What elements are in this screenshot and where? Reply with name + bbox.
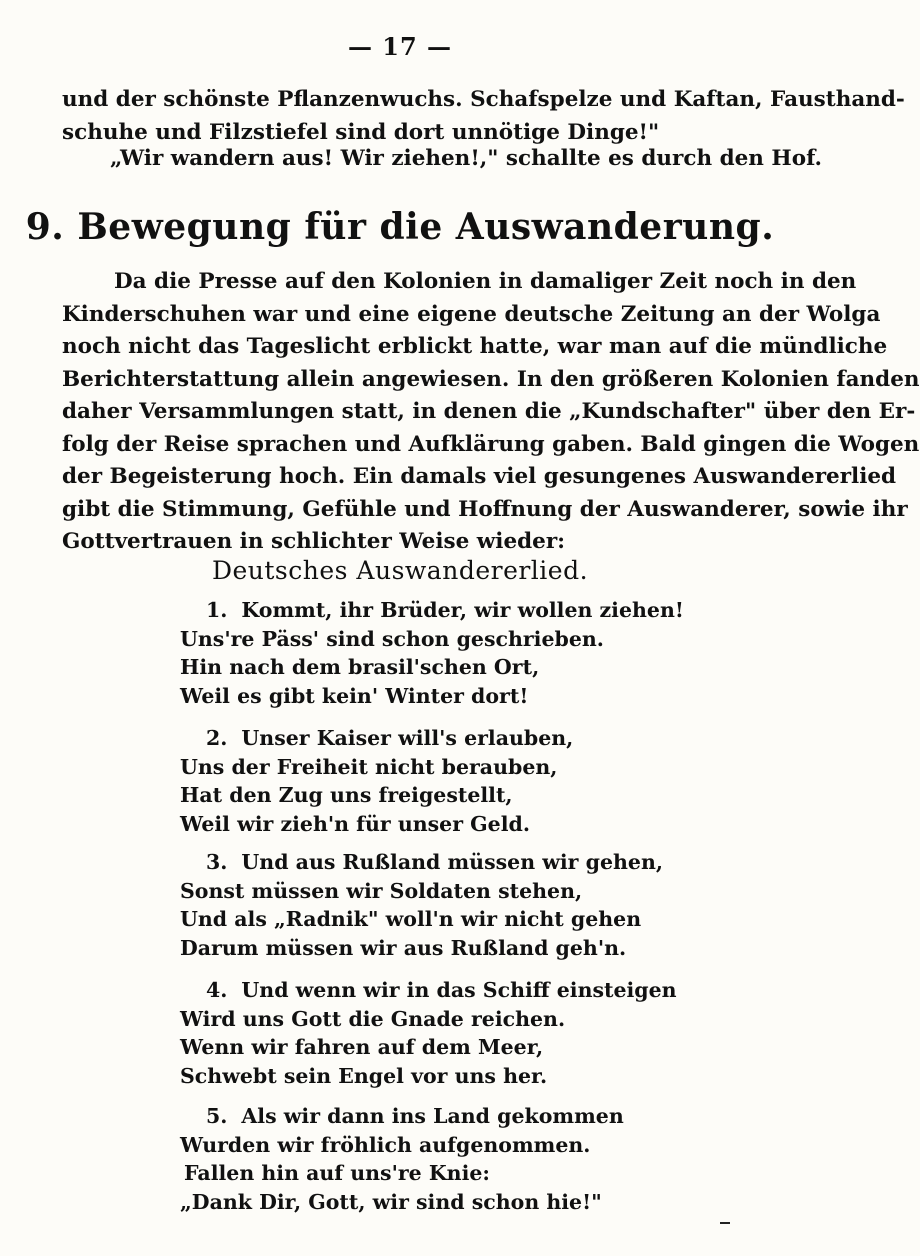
verse-line: Und als „Radnik" woll'n wir nicht gehen [180,907,642,931]
verse-line: Darum müssen wir aus Rußland geh'n. [180,935,627,960]
poem-stanza-5 [180,1102,660,1216]
intro-line-1: und der schönste Pflanzenwuchs. Schafspelze und Kaftan, Fausthand- [62,87,905,112]
intro-quote: „Wir wandern aus! Wir ziehen!," schallte es durch den Hof. [110,146,823,171]
poem-stanza-4 [180,976,677,1090]
verse-line: Uns der Freiheit nicht berauben, [180,754,558,779]
paragraph-line: Da die Presse auf den Kolonien in damaliger Zeit noch in den [114,269,857,294]
verse-line: Wird uns Gott die Gnade reichen. [180,1006,566,1031]
verse-line: Weil es gibt kein' Winter dort! [180,683,529,708]
verse-line: Als wir dann ins Land gekommen [241,1104,624,1128]
stanza-first-line [206,596,684,625]
stanza-number: 2. [206,726,228,750]
page-end-mark [720,1222,730,1224]
verse-line: Uns're Päss' sind schon geschrieben. [180,626,604,651]
stanza-number: 3. [206,850,228,874]
paragraph-line: folg der Reise sprachen und Aufklärung gaben. Bald gingen die Wogen [62,431,920,457]
verse-line: Und aus Rußland müssen wir gehen, [241,850,663,874]
section-paragraph [62,266,920,559]
verse-line: Hat den Zug uns freigestellt, [180,783,513,807]
verse-line: Unser Kaiser will's erlauben, [241,726,574,750]
paragraph-line: noch nicht das Tageslicht erblickt hatte, war man auf die mündliche [62,334,888,359]
paragraph-line: daher Versammlungen statt, in denen die „Kundschafter" über den Er- [62,399,916,424]
stanza-first-line [206,848,663,877]
poem-stanza-1 [180,596,684,710]
intro-text [62,84,905,149]
stanza-number: 1. [206,598,228,622]
paragraph-line: Kinderschuhen war und eine eigene deutsche Zeitung an der Wolga [62,301,881,327]
section-heading: 9. Bewegung für die Auswanderung. [25,206,775,248]
verse-line: Kommt, ihr Brüder, wir wollen ziehen! [241,598,684,622]
stanza-first-line [206,724,660,753]
verse-line: Sonst müssen wir Soldaten stehen, [180,878,583,903]
poem-stanza-2 [180,724,660,838]
verse-line: Hin nach dem brasil'schen Ort, [180,655,540,679]
paragraph-line: Berichterstattung allein angewiesen. In den größeren Kolonien fanden [62,366,920,392]
stanza-first-line [206,976,677,1005]
poem-title: Deutsches Auswandererlied. [211,556,589,585]
paragraph-line: der Begeisterung hoch. Ein damals viel gesungenes Auswandererlied [62,464,897,489]
stanza-number: 4. [206,978,228,1002]
intro-line-2: schuhe und Filzstiefel sind dort unnötige Dinge!" [62,119,660,145]
stanza-first-line [206,1102,660,1131]
verse-line: Wenn wir fahren auf dem Meer, [180,1035,544,1059]
verse-line: Schwebt sein Engel vor uns her. [180,1063,548,1088]
stanza-number: 5. [206,1104,228,1128]
verse-line: „Dank Dir, Gott, wir sind schon hie!" [180,1189,602,1214]
paragraph-line: Gottvertrauen in schlichter Weise wieder: [62,529,566,554]
verse-line: Weil wir zieh'n für unser Geld. [180,811,530,836]
verse-line: Wurden wir fröhlich aufgenommen. [180,1132,591,1157]
page-number: — 17 — [347,32,453,61]
verse-line: Fallen hin auf uns're Knie: [184,1161,490,1185]
paragraph-line: gibt die Stimmung, Gefühle und Hoffnung der Auswanderer, sowie ihr [62,496,908,522]
verse-line: Und wenn wir in das Schiff einsteigen [241,978,677,1002]
poem-stanza-3 [180,848,663,962]
